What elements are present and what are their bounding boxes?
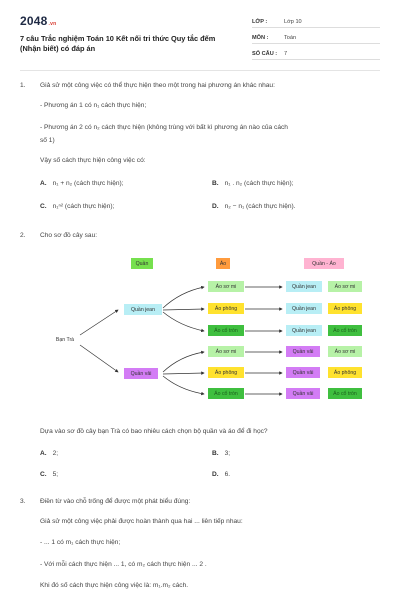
option-letter: D. [212,203,219,210]
option-letter: B. [212,450,219,457]
logo-text: 2048 [20,14,48,28]
tree-diagram [0,250,400,410]
pair-quan: Quần vải [286,367,320,378]
question-line: Khi đó số cách thực hiện công việc là: m₁.m₂ cách. [40,582,189,589]
meta-label: LỚP : [252,19,268,25]
answer-option-a[interactable] [40,180,124,187]
option-letter: C. [40,203,47,210]
pair-ao: Áo phông [328,367,362,378]
meta-value: 7 [284,51,288,57]
tree-root-ban-tra: Bạn Trà [55,336,75,343]
node-ao-so-mi: Áo sơ mi [208,281,244,292]
pair-quan: Quần vải [286,388,320,399]
question-number: 2. [20,232,26,239]
logo-suffix: .vn [48,21,57,27]
question-line: - Với mỗi cách thực hiện ... 1, có m₂ cách thực hiện ... 2 . [40,561,207,568]
pair-ao: Áo cổ tròn [328,388,362,399]
meta-row-class [252,14,380,28]
question-stem: Điền từ vào chỗ trống để được một phát biểu đúng: [40,498,191,505]
option-text: n₁ . n₂ (cách thực hiện); [224,180,294,187]
meta-row-subject [252,30,380,44]
question-line: số 1) [40,137,55,144]
answer-option-b[interactable] [212,450,230,457]
option-text: n₁ⁿ² (cách thực hiện); [52,203,115,210]
answer-option-a[interactable] [40,450,58,457]
meta-value: Toán [284,35,297,41]
question-line: - ... 1 có m₁ cách thực hiện; [40,539,121,546]
pair-quan: Quần vải [286,346,320,357]
option-letter: B. [212,180,219,187]
answer-option-c[interactable] [40,203,114,210]
option-letter: D. [212,471,219,478]
option-letter: A. [40,450,47,457]
question-number: 1. [20,82,26,89]
header-divider [20,70,380,71]
pair-ao: Áo sơ mi [328,281,362,292]
pair-ao: Áo cổ tròn [328,325,362,336]
site-logo[interactable] [20,14,56,28]
option-letter: A. [40,180,47,187]
header-quan: Quần [131,258,153,269]
option-letter: C. [40,471,47,478]
meta-label: SỐ CÂU : [252,51,278,57]
question-line: - Phương án 1 có n₁ cách thực hiện; [40,102,147,109]
question-prompt: Vậy số cách thực hiện công việc có: [40,157,146,164]
option-text: 6. [224,471,231,478]
option-text: 3; [224,450,231,457]
node-ao-so-mi: Áo sơ mi [208,346,244,357]
page-header [0,0,400,68]
question-line: - Phương án 2 có n₂ cách thực hiện (không trùng với bất kì phương án nào của cách [40,124,288,131]
node-ao-co-tron: Áo cổ tròn [208,325,244,336]
node-quan-vai: Quần vải [124,368,158,379]
question-prompt: Dựa vào sơ đồ cây bạn Trà có bao nhiêu cách chọn bộ quần và áo để đi học? [40,428,268,435]
answer-option-b[interactable] [212,180,294,187]
header-ao: Áo [216,258,230,269]
question-stem: Giả sử một công việc có thể thực hiện theo một trong hai phương án khác nhau: [40,82,275,89]
option-text: n₂ − n₁ (cách thực hiện). [224,203,296,210]
document-title: 7 câu Trắc nghiệm Toán 10 Kết nối tri thức Quy tắc đếm (Nhận biết) có đáp án [20,34,216,53]
pair-quan: Quần jean [286,303,322,314]
option-text: 5; [52,471,59,478]
answer-option-d[interactable] [212,471,230,478]
node-ao-phong: Áo phông [208,367,244,378]
meta-label: MÔN : [252,35,269,41]
node-ao-co-tron: Áo cổ tròn [208,388,244,399]
meta-value: Lớp 10 [284,19,302,25]
question-stem: Cho sơ đồ cây sau: [40,232,98,239]
pair-ao: Áo sơ mi [328,346,362,357]
question-line: Giả sử một công việc phải được hoàn thành qua hai ... liên tiếp nhau: [40,518,243,525]
pair-quan: Quần jean [286,325,322,336]
document-meta [252,14,380,62]
answer-option-c[interactable] [40,471,58,478]
node-quan-jean: Quần jean [124,304,162,315]
answer-option-d[interactable] [212,203,296,210]
option-text: n₁ + n₂ (cách thực hiện); [52,180,124,187]
question-number: 3. [20,498,26,505]
option-text: 2; [52,450,59,457]
pair-ao: Áo phông [328,303,362,314]
node-ao-phong: Áo phông [208,303,244,314]
header-quan-ao: Quần - Áo [304,258,344,269]
pair-quan: Quần jean [286,281,322,292]
meta-row-count [252,46,380,60]
